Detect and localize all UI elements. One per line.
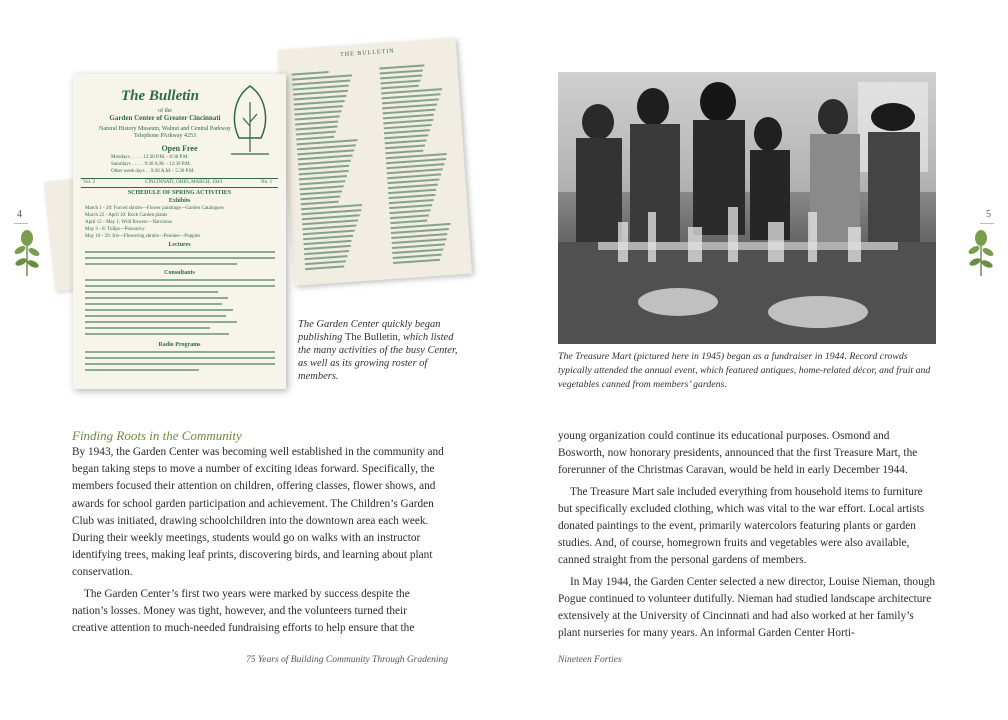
treasure-mart-photo (558, 72, 936, 344)
bulletin-title: The Bulletin (121, 88, 199, 104)
bulletin-of-the: of the (158, 108, 172, 114)
bulletin-back-line (390, 219, 427, 224)
bulletin-back-line (301, 201, 339, 206)
bulletin-back-line (300, 185, 344, 190)
bulletin-back-line (380, 80, 420, 85)
bulletin-back-line (292, 71, 329, 76)
body-paragraph: The Treasure Mart sale included everything from household items to furniture but specifically excluded clothing, which was vital to the war effort. Local artists donated paintings to the event, primarily watercolors featuring plants or garden studies. And, of course, homegrown fruits and vegetables were also available, canned straight from the personal gardens of members. (558, 485, 925, 567)
bulletin-back-column-1 (292, 69, 368, 273)
bulletin-hours-1: Mondays . . . . . 12:30 P.M. - 8:30 P.M. (111, 155, 189, 160)
bulletin-back-line (384, 134, 428, 139)
bulletin-exhibit-item: March 1 - 20: Forced shrubs—Flower paintings—Garden Catalogues (85, 206, 224, 211)
section-heading: Finding Roots in the Community (72, 428, 242, 443)
bulletin-open-free: Open Free (161, 144, 198, 153)
page-number-left: 4 (17, 209, 22, 220)
botanical-sprig-icon (12, 228, 42, 278)
bulletin-back-page-image (278, 38, 472, 286)
photo-figures-illustration (558, 72, 936, 344)
bulletin-consultants-text (85, 279, 275, 339)
bulletin-vol: Vol. 2 (83, 180, 95, 185)
footer-left: 75 Years of Building Community Through Gradening (246, 655, 448, 665)
bulletin-caption (298, 318, 468, 383)
bulletin-back-line (296, 136, 334, 141)
bulletin-back-line (389, 204, 432, 209)
bulletin-back-line (390, 209, 431, 214)
bulletin-back-line (380, 75, 422, 80)
bulletin-back-line (385, 150, 423, 155)
bulletin-rule (81, 187, 278, 188)
body-paragraph: By 1943, the Garden Center was becoming well established in the community and began taking steps to move a number of exciting ideas forward. Specifically, the members focused their attention on children, offering classes, flower shows, and awards for school garden participation and achievement. The Children’s Garden Club was initiated, drawing schoolchildren into the downtown area each week. During their weekly meetings, students would go on walks with an instructor identifying trees, making leaf prints, discovering birds, and learning about plant conservation. (72, 446, 444, 579)
bulletin-front-page-image (73, 74, 286, 389)
bulletin-back-line (304, 250, 349, 255)
bulletin-back-line (381, 85, 419, 90)
bulletin-issue-no: No. 1 (261, 180, 273, 185)
bulletin-exhibit-item: April 12 - May 1: Wild flowers—Narcissus (85, 220, 172, 225)
bulletin-lectures-text (85, 251, 275, 269)
bulletin-back-title: THE BULLETIN (340, 48, 395, 59)
bulletin-address-2: Telephone PArkway 4253 (133, 133, 196, 139)
bulletin-back-line (389, 199, 434, 204)
bulletin-back-line (295, 126, 337, 131)
bulletin-back-line (384, 129, 430, 134)
photo-caption: The Treasure Mart (pictured here in 1945) began as a fundraiser in 1944. Record crowds typically attended the annual event, which featured antiques, home-related décor, and fruit and vegetables canned from members’ gardens. (558, 351, 931, 390)
left-body-text (72, 444, 444, 637)
footer-right: Nineteen Forties (558, 655, 622, 665)
bulletin-back-line (295, 115, 340, 120)
bulletin-back-line (296, 131, 336, 136)
bulletin-back-line (393, 259, 440, 264)
bulletin-hours-3: Other week days . . 9:30 A.M. - 5:30 P.M. (111, 169, 195, 174)
bulletin-hours-2: Saturdays . . . . . 9:30 A.M. - 12:30 P.M. (111, 162, 191, 167)
page-number-right: 5 (986, 209, 991, 220)
bulletin-back-line (305, 260, 346, 265)
caption-publication-name: The Bulletin (344, 332, 398, 343)
bulletin-back-line (305, 255, 348, 260)
bulletin-dateline: CINCINNATI, OHIO, MARCH, 1943 (145, 180, 222, 185)
bulletin-back-column-2 (379, 63, 455, 267)
bulletin-radio-text (85, 351, 275, 375)
bulletin-back-line (295, 120, 338, 125)
bulletin-back-line (380, 69, 423, 74)
body-paragraph: In May 1944, the Garden Center selected a new director, Louise Nieman, though Pogue continued to volunteer dutifully. Nieman had studied landscape architecture extensively at the University of Cincinnati and had also worked at her family’s plant nurseries for many years. An informal Garden Center Horti- (558, 575, 936, 640)
bulletin-back-line (379, 64, 424, 69)
bulletin-back-line (300, 190, 342, 195)
caption-text: The Garden Center quickly began publishing (298, 319, 441, 343)
right-body-text (558, 428, 938, 642)
body-paragraph: young organization could continue its educational purposes. Osmond and Bosworth, now honorary presidents, announced that the first Treasure Mart, the forerunner of the Christmas Caravan, would be held in early December 1944. (558, 430, 918, 477)
bulletin-rule (81, 178, 278, 179)
bulletin-back-line (385, 139, 427, 144)
bulletin-exhibit-item: March 22 - April 10: Rock Garden plants (85, 213, 168, 218)
bulletin-address-1: Natural History Museum, Walnut and Central Parkway (99, 126, 231, 132)
bulletin-org: Garden Center of Greater Cincinnati (109, 114, 221, 122)
bulletin-lectures-heading: Lectures (168, 242, 191, 248)
bulletin-consultants-heading: Consultants (164, 270, 195, 276)
caption-text: , which listed the many activities of the busy Center, as well as its growing roster of members. (298, 332, 458, 382)
bulletin-back-line (305, 265, 344, 270)
bulletin-back-line (385, 144, 425, 149)
page-number-rule-right (980, 223, 994, 224)
bulletin-radio-heading: Radio Programs (158, 342, 201, 348)
page-number-rule-left (14, 223, 28, 224)
bulletin-exhibit-item: May 10 - 29: Iris—Flowering shrubs—Peonies—Poppies (85, 234, 201, 239)
bulletin-back-line (390, 214, 429, 219)
bulletin-exhibits-heading: Exhibits (168, 198, 191, 204)
bulletin-schedule-heading: SCHEDULE OF SPRING ACTIVITIES (127, 190, 232, 196)
botanical-sprig-icon (966, 228, 996, 278)
bulletin-back-line (300, 195, 340, 200)
bulletin-exhibit-item: May 3 - 8: Tulips—Poisonivy (85, 227, 145, 232)
body-paragraph: The Garden Center’s first two years were marked by success despite the nation’s losses. Money was tight, however, and the volunteers turned their creative attention to much-needed fundraising efforts to help ensure that the (72, 587, 415, 635)
